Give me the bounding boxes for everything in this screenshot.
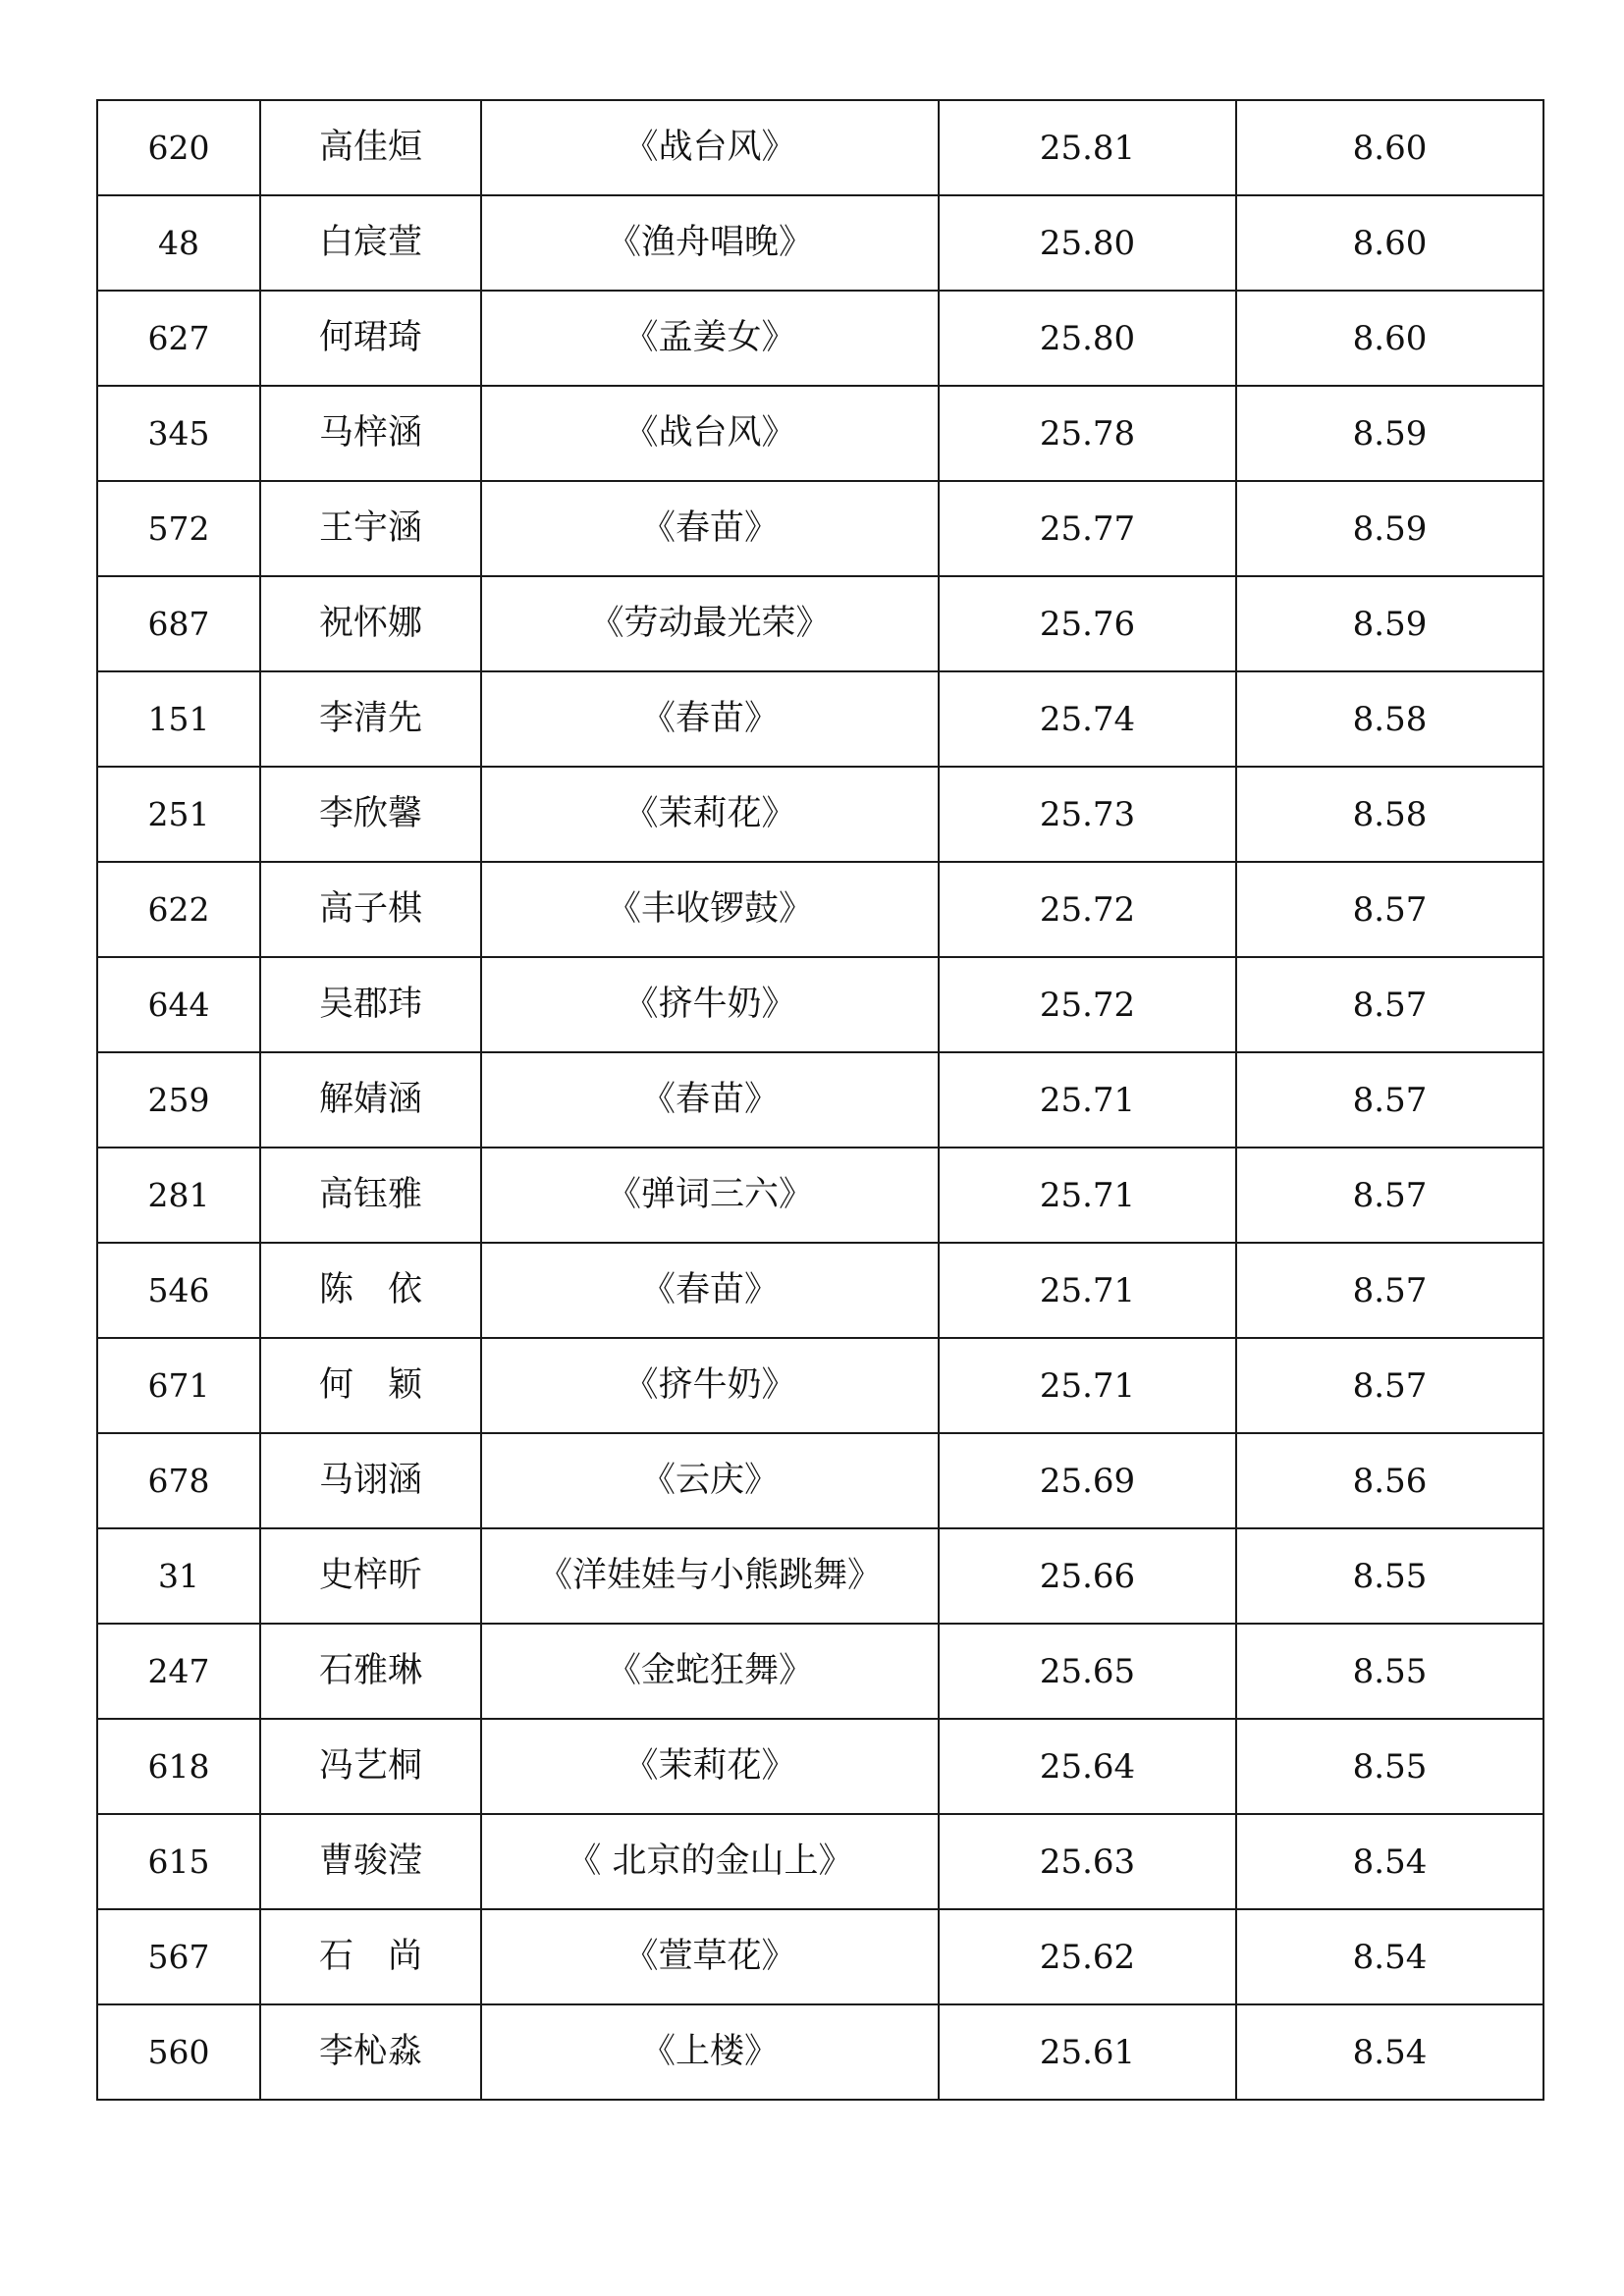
piece-title-cell: 《挤牛奶》 — [481, 957, 939, 1052]
total-score-cell: 25.72 — [939, 957, 1236, 1052]
total-score-cell: 25.71 — [939, 1338, 1236, 1433]
contestant-number-cell: 618 — [97, 1719, 260, 1814]
contestant-name-cell: 何珺琦 — [260, 291, 481, 386]
average-score-cell: 8.56 — [1236, 1433, 1543, 1528]
piece-title-cell: 《战台风》 — [481, 386, 939, 481]
average-score-cell: 8.60 — [1236, 100, 1543, 195]
piece-title-cell: 《孟姜女》 — [481, 291, 939, 386]
average-score-cell: 8.54 — [1236, 2004, 1543, 2100]
piece-title-cell: 《渔舟唱晚》 — [481, 195, 939, 291]
contestant-name-cell: 冯艺桐 — [260, 1719, 481, 1814]
total-score-cell: 25.72 — [939, 862, 1236, 957]
average-score-cell: 8.57 — [1236, 862, 1543, 957]
table-row — [97, 1148, 1543, 1243]
average-score-cell: 8.54 — [1236, 1814, 1543, 1909]
contestant-number-cell: 627 — [97, 291, 260, 386]
average-score-cell: 8.55 — [1236, 1624, 1543, 1719]
average-score-cell: 8.57 — [1236, 1052, 1543, 1148]
total-score-cell: 25.73 — [939, 767, 1236, 862]
contestant-number-cell: 687 — [97, 576, 260, 671]
total-score-cell: 25.80 — [939, 195, 1236, 291]
piece-title-cell: 《春苗》 — [481, 1243, 939, 1338]
average-score-cell: 8.55 — [1236, 1528, 1543, 1624]
piece-title-cell: 《洋娃娃与小熊跳舞》 — [481, 1528, 939, 1624]
contestant-number-cell: 671 — [97, 1338, 260, 1433]
average-score-cell: 8.54 — [1236, 1909, 1543, 2004]
piece-title-cell: 《上楼》 — [481, 2004, 939, 2100]
average-score-cell: 8.58 — [1236, 671, 1543, 767]
total-score-cell: 25.71 — [939, 1243, 1236, 1338]
piece-title-cell: 《弹词三六》 — [481, 1148, 939, 1243]
average-score-cell: 8.57 — [1236, 1243, 1543, 1338]
contestant-name-cell: 高钰雅 — [260, 1148, 481, 1243]
contestant-name-cell: 史梓昕 — [260, 1528, 481, 1624]
table-row — [97, 1528, 1543, 1624]
piece-title-cell: 《 北京的金山上》 — [481, 1814, 939, 1909]
contestant-number-cell: 644 — [97, 957, 260, 1052]
table-body — [97, 100, 1543, 2100]
contestant-number-cell: 31 — [97, 1528, 260, 1624]
contestant-name-cell: 何 颖 — [260, 1338, 481, 1433]
total-score-cell: 25.80 — [939, 291, 1236, 386]
total-score-cell: 25.61 — [939, 2004, 1236, 2100]
contestant-name-cell: 陈 依 — [260, 1243, 481, 1338]
contestant-name-cell: 高子棋 — [260, 862, 481, 957]
total-score-cell: 25.77 — [939, 481, 1236, 576]
total-score-cell: 25.71 — [939, 1148, 1236, 1243]
piece-title-cell: 《茉莉花》 — [481, 767, 939, 862]
piece-title-cell: 《春苗》 — [481, 481, 939, 576]
average-score-cell: 8.59 — [1236, 386, 1543, 481]
table-row — [97, 481, 1543, 576]
total-score-cell: 25.63 — [939, 1814, 1236, 1909]
piece-title-cell: 《茉莉花》 — [481, 1719, 939, 1814]
table-row — [97, 576, 1543, 671]
total-score-cell: 25.78 — [939, 386, 1236, 481]
contestant-number-cell: 247 — [97, 1624, 260, 1719]
total-score-cell: 25.65 — [939, 1624, 1236, 1719]
contestant-number-cell: 345 — [97, 386, 260, 481]
total-score-cell: 25.71 — [939, 1052, 1236, 1148]
contestant-number-cell: 622 — [97, 862, 260, 957]
contestant-number-cell: 615 — [97, 1814, 260, 1909]
contestant-name-cell: 李欣馨 — [260, 767, 481, 862]
table-row — [97, 957, 1543, 1052]
contestant-number-cell: 281 — [97, 1148, 260, 1243]
piece-title-cell: 《春苗》 — [481, 671, 939, 767]
contestant-number-cell: 546 — [97, 1243, 260, 1338]
contestant-name-cell: 祝怀娜 — [260, 576, 481, 671]
table-row — [97, 1719, 1543, 1814]
average-score-cell: 8.59 — [1236, 576, 1543, 671]
average-score-cell: 8.57 — [1236, 957, 1543, 1052]
piece-title-cell: 《金蛇狂舞》 — [481, 1624, 939, 1719]
table-row — [97, 1052, 1543, 1148]
average-score-cell: 8.60 — [1236, 195, 1543, 291]
contestant-name-cell: 李杺淼 — [260, 2004, 481, 2100]
contestant-name-cell: 马诩涵 — [260, 1433, 481, 1528]
average-score-cell: 8.59 — [1236, 481, 1543, 576]
contestant-number-cell: 259 — [97, 1052, 260, 1148]
piece-title-cell: 《劳动最光荣》 — [481, 576, 939, 671]
average-score-cell: 8.55 — [1236, 1719, 1543, 1814]
contestant-name-cell: 马梓涵 — [260, 386, 481, 481]
total-score-cell: 25.62 — [939, 1909, 1236, 2004]
table-row — [97, 1814, 1543, 1909]
total-score-cell: 25.76 — [939, 576, 1236, 671]
table-row — [97, 1909, 1543, 2004]
total-score-cell: 25.74 — [939, 671, 1236, 767]
table-row — [97, 1338, 1543, 1433]
total-score-cell: 25.66 — [939, 1528, 1236, 1624]
table-row — [97, 767, 1543, 862]
average-score-cell: 8.57 — [1236, 1148, 1543, 1243]
table-row — [97, 1243, 1543, 1338]
contestant-name-cell: 解婧涵 — [260, 1052, 481, 1148]
contestant-name-cell: 白宸萱 — [260, 195, 481, 291]
table-row — [97, 386, 1543, 481]
piece-title-cell: 《挤牛奶》 — [481, 1338, 939, 1433]
contestant-name-cell: 石雅琳 — [260, 1624, 481, 1719]
contestant-name-cell: 吴郡玮 — [260, 957, 481, 1052]
contestant-number-cell: 572 — [97, 481, 260, 576]
table-row — [97, 100, 1543, 195]
table-row — [97, 671, 1543, 767]
piece-title-cell: 《春苗》 — [481, 1052, 939, 1148]
contestant-number-cell: 560 — [97, 2004, 260, 2100]
contestant-name-cell: 石 尚 — [260, 1909, 481, 2004]
table-row — [97, 862, 1543, 957]
table-row — [97, 195, 1543, 291]
total-score-cell: 25.81 — [939, 100, 1236, 195]
contestant-number-cell: 620 — [97, 100, 260, 195]
table-row — [97, 291, 1543, 386]
table-row — [97, 2004, 1543, 2100]
contestant-name-cell: 曹骏滢 — [260, 1814, 481, 1909]
contestant-number-cell: 678 — [97, 1433, 260, 1528]
total-score-cell: 25.69 — [939, 1433, 1236, 1528]
average-score-cell: 8.60 — [1236, 291, 1543, 386]
average-score-cell: 8.58 — [1236, 767, 1543, 862]
table-row — [97, 1624, 1543, 1719]
piece-title-cell: 《丰收锣鼓》 — [481, 862, 939, 957]
piece-title-cell: 《战台风》 — [481, 100, 939, 195]
piece-title-cell: 《萱草花》 — [481, 1909, 939, 2004]
contestant-name-cell: 高佳烜 — [260, 100, 481, 195]
total-score-cell: 25.64 — [939, 1719, 1236, 1814]
contestant-number-cell: 48 — [97, 195, 260, 291]
score-table — [96, 99, 1544, 2101]
contestant-name-cell: 李清先 — [260, 671, 481, 767]
contestant-number-cell: 567 — [97, 1909, 260, 2004]
contestant-number-cell: 151 — [97, 671, 260, 767]
table-row — [97, 1433, 1543, 1528]
contestant-number-cell: 251 — [97, 767, 260, 862]
contestant-name-cell: 王宇涵 — [260, 481, 481, 576]
piece-title-cell: 《云庆》 — [481, 1433, 939, 1528]
average-score-cell: 8.57 — [1236, 1338, 1543, 1433]
